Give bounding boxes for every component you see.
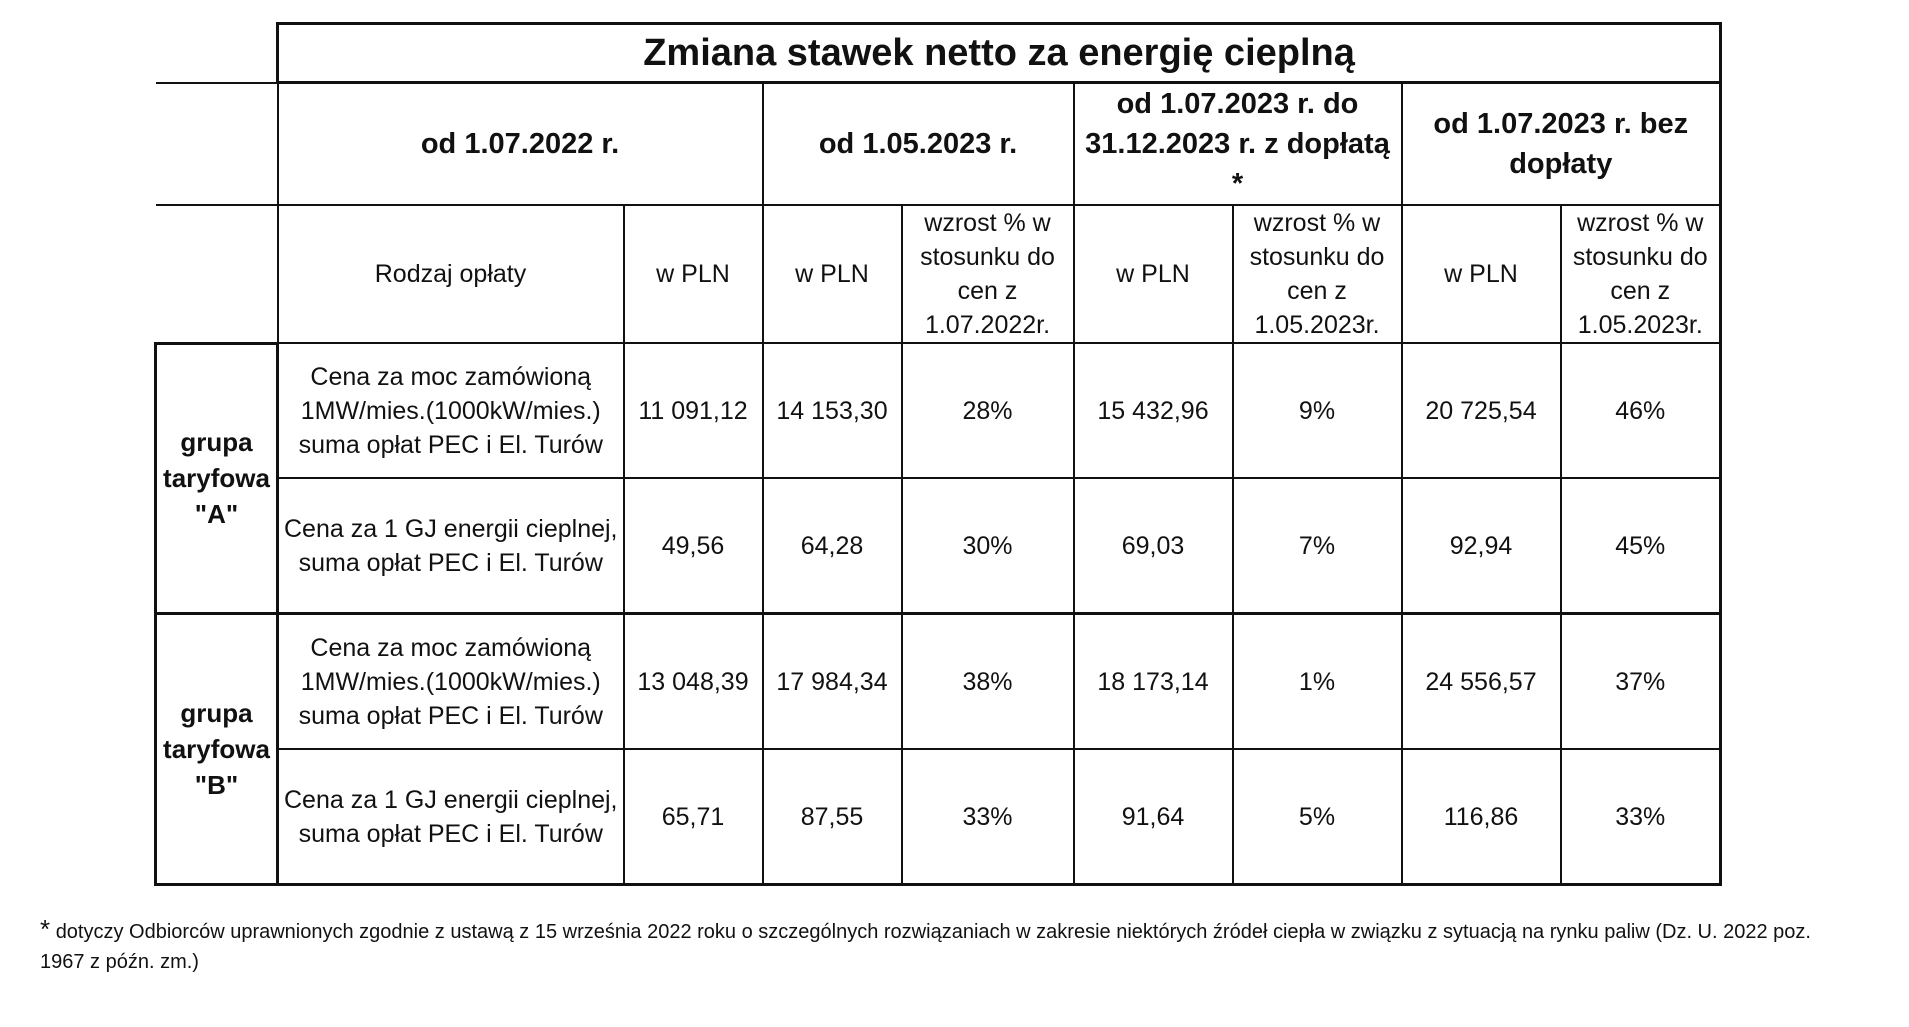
value-cell: 91,64	[1074, 749, 1233, 885]
title-row	[156, 24, 1721, 83]
value-cell: 116,86	[1402, 749, 1561, 885]
period-header: od 1.05.2023 r.	[763, 83, 1074, 206]
value-cell: 92,94	[1402, 478, 1561, 614]
value-cell: 18 173,14	[1074, 614, 1233, 750]
column-header: w PLN	[624, 205, 763, 343]
table-row	[156, 478, 1721, 614]
period-header: od 1.07.2023 r. do 31.12.2023 r. z dopłatą *	[1074, 83, 1402, 206]
column-header: w PLN	[1074, 205, 1233, 343]
footnote-asterisk: *	[40, 914, 51, 944]
growth-cell: 33%	[1561, 749, 1721, 885]
growth-cell: 9%	[1233, 343, 1402, 478]
value-cell: 11 091,12	[624, 343, 763, 478]
growth-cell: 37%	[1561, 614, 1721, 750]
value-cell: 13 048,39	[624, 614, 763, 750]
table-row	[156, 614, 1721, 750]
growth-cell: 30%	[902, 478, 1074, 614]
growth-cell: 7%	[1233, 478, 1402, 614]
value-cell: 24 556,57	[1402, 614, 1561, 750]
growth-cell: 1%	[1233, 614, 1402, 750]
value-cell: 87,55	[763, 749, 902, 885]
column-header: wzrost % w stosunku do cen z 1.07.2022r.	[902, 205, 1074, 343]
footnote	[40, 914, 1830, 977]
corner-blank	[156, 24, 278, 83]
fee-type-cell: Cena za moc zamówioną 1MW/mies.(1000kW/mies.) suma opłat PEC i El. Turów	[278, 614, 624, 750]
period-header: od 1.07.2023 r. bez dopłaty	[1402, 83, 1721, 206]
table-row	[156, 749, 1721, 885]
column-header: wzrost % w stosunku do cen z 1.05.2023r.	[1561, 205, 1721, 343]
fee-type-cell: Cena za 1 GJ energii cieplnej, suma opłat PEC i El. Turów	[278, 749, 624, 885]
value-cell: 64,28	[763, 478, 902, 614]
value-cell: 65,71	[624, 749, 763, 885]
period-row	[156, 83, 1721, 206]
growth-cell: 46%	[1561, 343, 1721, 478]
growth-cell: 33%	[902, 749, 1074, 885]
tariff-group-label: grupa taryfowa "B"	[156, 614, 278, 885]
growth-cell: 45%	[1561, 478, 1721, 614]
column-header: w PLN	[763, 205, 902, 343]
column-header: Rodzaj opłaty	[278, 205, 624, 343]
fee-type-cell: Cena za moc zamówioną 1MW/mies.(1000kW/mies.) suma opłat PEC i El. Turów	[278, 343, 624, 478]
column-header: wzrost % w stosunku do cen z 1.05.2023r.	[1233, 205, 1402, 343]
fee-type-cell: Cena za 1 GJ energii cieplnej, suma opłat PEC i El. Turów	[278, 478, 624, 614]
value-cell: 20 725,54	[1402, 343, 1561, 478]
corner-blank	[156, 83, 278, 206]
footnote-text: dotyczy Odbiorców uprawnionych zgodnie z ustawą z 15 września 2022 roku o szczególnych rozwiązaniach w zakresie niektórych źródeł ciepła w związku z sytuacją na rynku paliw (Dz. U. 2022 poz. 1967 z późn. zm.)	[40, 921, 1811, 973]
tariff-group-label: grupa taryfowa "A"	[156, 343, 278, 614]
period-header: od 1.07.2022 r.	[278, 83, 763, 206]
value-cell: 14 153,30	[763, 343, 902, 478]
value-cell: 15 432,96	[1074, 343, 1233, 478]
growth-cell: 5%	[1233, 749, 1402, 885]
table-title: Zmiana stawek netto za energię cieplną	[278, 24, 1721, 83]
value-cell: 49,56	[624, 478, 763, 614]
corner-blank	[156, 205, 278, 343]
column-header: w PLN	[1402, 205, 1561, 343]
value-cell: 69,03	[1074, 478, 1233, 614]
growth-cell: 28%	[902, 343, 1074, 478]
column-header-row	[156, 205, 1721, 343]
value-cell: 17 984,34	[763, 614, 902, 750]
tariff-table	[154, 22, 1722, 886]
table-row	[156, 343, 1721, 478]
growth-cell: 38%	[902, 614, 1074, 750]
